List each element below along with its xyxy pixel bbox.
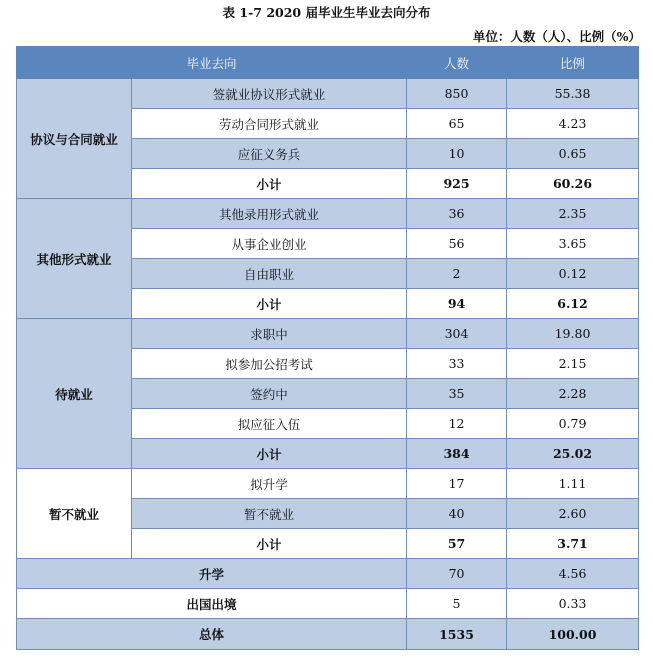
item-cell: 自由职业 bbox=[132, 259, 407, 289]
item-cell: 拟升学 bbox=[132, 469, 407, 499]
count-cell: 850 bbox=[407, 79, 507, 109]
category-cell: 暂不就业 bbox=[17, 469, 132, 559]
count-cell: 70 bbox=[407, 559, 507, 589]
ratio-cell: 0.12 bbox=[507, 259, 639, 289]
count-cell: 33 bbox=[407, 349, 507, 379]
category-cell: 待就业 bbox=[17, 319, 132, 469]
ratio-cell: 0.33 bbox=[507, 589, 639, 619]
table-row bbox=[17, 469, 639, 499]
count-cell: 12 bbox=[407, 409, 507, 439]
header-destination: 毕业去向 bbox=[17, 47, 407, 79]
header-row bbox=[17, 47, 639, 79]
ratio-cell: 0.65 bbox=[507, 139, 639, 169]
table-row bbox=[17, 199, 639, 229]
ratio-cell: 4.23 bbox=[507, 109, 639, 139]
table-row bbox=[17, 79, 639, 109]
count-cell: 304 bbox=[407, 319, 507, 349]
total-ratio: 100.00 bbox=[507, 619, 639, 650]
item-cell: 拟应征入伍 bbox=[132, 409, 407, 439]
subtotal-label: 小计 bbox=[132, 169, 407, 199]
ratio-cell: 2.15 bbox=[507, 349, 639, 379]
total-row bbox=[17, 619, 639, 650]
ratio-cell: 19.80 bbox=[507, 319, 639, 349]
item-cell: 签约中 bbox=[132, 379, 407, 409]
unit-note: 单位：人数（人）、比例（%） bbox=[472, 29, 641, 44]
table-row bbox=[17, 559, 639, 589]
ratio-cell: 1.11 bbox=[507, 469, 639, 499]
subtotal-ratio: 3.71 bbox=[507, 529, 639, 559]
item-cell: 拟参加公招考试 bbox=[132, 349, 407, 379]
table-caption: 表 1-7 2020 届毕业生毕业去向分布 bbox=[222, 5, 431, 20]
subtotal-label: 小计 bbox=[132, 289, 407, 319]
item-cell: 劳动合同形式就业 bbox=[132, 109, 407, 139]
subtotal-label: 小计 bbox=[132, 439, 407, 469]
ratio-cell: 2.35 bbox=[507, 199, 639, 229]
category-cell: 协议与合同就业 bbox=[17, 79, 132, 199]
single-label: 出国出境 bbox=[17, 589, 407, 619]
subtotal-count: 384 bbox=[407, 439, 507, 469]
count-cell: 40 bbox=[407, 499, 507, 529]
total-label: 总体 bbox=[17, 619, 407, 650]
subtotal-count: 57 bbox=[407, 529, 507, 559]
ratio-cell: 2.60 bbox=[507, 499, 639, 529]
count-cell: 17 bbox=[407, 469, 507, 499]
count-cell: 10 bbox=[407, 139, 507, 169]
table-row bbox=[17, 589, 639, 619]
ratio-cell: 4.56 bbox=[507, 559, 639, 589]
count-cell: 65 bbox=[407, 109, 507, 139]
category-cell: 其他形式就业 bbox=[17, 199, 132, 319]
subtotal-count: 925 bbox=[407, 169, 507, 199]
subtotal-ratio: 6.12 bbox=[507, 289, 639, 319]
single-label: 升学 bbox=[17, 559, 407, 589]
total-count: 1535 bbox=[407, 619, 507, 650]
subtotal-count: 94 bbox=[407, 289, 507, 319]
count-cell: 36 bbox=[407, 199, 507, 229]
header-count: 人数 bbox=[407, 47, 507, 79]
count-cell: 35 bbox=[407, 379, 507, 409]
count-cell: 56 bbox=[407, 229, 507, 259]
item-cell: 暂不就业 bbox=[132, 499, 407, 529]
destination-table bbox=[16, 46, 639, 650]
subtotal-label: 小计 bbox=[132, 529, 407, 559]
subtotal-ratio: 25.02 bbox=[507, 439, 639, 469]
ratio-cell: 3.65 bbox=[507, 229, 639, 259]
item-cell: 从事企业创业 bbox=[132, 229, 407, 259]
ratio-cell: 0.79 bbox=[507, 409, 639, 439]
item-cell: 应征义务兵 bbox=[132, 139, 407, 169]
header-ratio: 比例 bbox=[507, 47, 639, 79]
ratio-cell: 2.28 bbox=[507, 379, 639, 409]
table-row bbox=[17, 319, 639, 349]
subtotal-ratio: 60.26 bbox=[507, 169, 639, 199]
count-cell: 2 bbox=[407, 259, 507, 289]
item-cell: 求职中 bbox=[132, 319, 407, 349]
item-cell: 签就业协议形式就业 bbox=[132, 79, 407, 109]
item-cell: 其他录用形式就业 bbox=[132, 199, 407, 229]
ratio-cell: 55.38 bbox=[507, 79, 639, 109]
count-cell: 5 bbox=[407, 589, 507, 619]
